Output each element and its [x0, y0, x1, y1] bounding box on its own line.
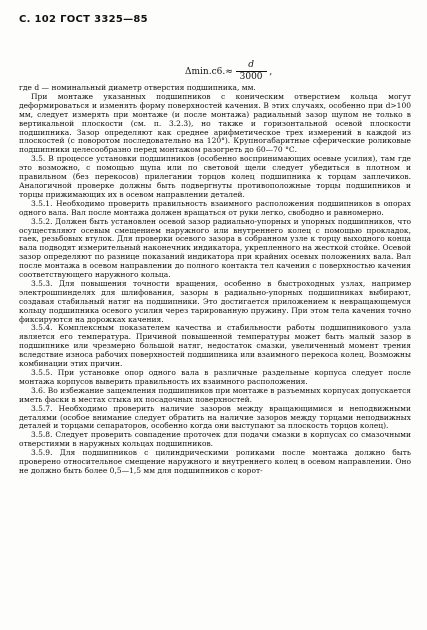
paragraph: 3.5.8. Следует проверить совпадение проточек для подачи смазки в корпусах со смазочными отверстиями в наружных кольцах подшипников. [19, 430, 411, 449]
paragraph: 3.5.2. Должен быть установлен осевой зазор радиально-упорных и упорных подшипников, что осуществляют осевым смещением наружного или внутреннего колец с помощью прокладок, гаек, резьбовых втулок. Для проверки осевого зазора в собранном узле к торцу выходного конца вала подводят измерительный наконечник индикатора, укрепленного на жесткой стойке. Осевой зазор определяют по разнице показаний индикатора при крайних осевых положениях вала. Вал после монтажа в осевом направлении до полного контакта тел качения с поверхностью качения соответствующего наружного кольца. [19, 216, 411, 280]
formula-fraction [236, 60, 267, 83]
paragraph: 3.5.5. При установке опор одного вала в различные раздельные корпуса следует после монтажа корпусов выверить правильность их взаимного расположения. [19, 368, 411, 386]
formula-denominator: 3000 [239, 72, 263, 82]
paragraph: 3.5.7. Необходимо проверить наличие зазоров между вращающимися и неподвижными деталями (особое внимание следует обратить на наличие зазоров между торцами неподвижных деталей и торцами сепараторов, особенно когда они выступают за плоскость торцов колец). [19, 403, 411, 431]
paragraph: 3.5.1. Необходимо проверить правильность взаимного расположения подшипников в опорах одного вала. Вал после монтажа должен вращаться от руки легко, свободно и равномерно. [19, 198, 411, 217]
formula-numerator: d [236, 60, 267, 72]
paragraph: 3.5.3. Для повышения точности вращения, особенно в быстроходных узлах, например электрошпинделях для шлифования, зазоры в радиально-упорных подшипниках выбирают, создавая стабильный натяг на подшипники. Это достигается приложением к невращающемуся кольцу подшипника осевого усилия через тарированную пружину. При этом тела качения точно фиксируются на дорожках качения. [19, 278, 411, 324]
formula-lhs: Δmin.c6.≈ [185, 66, 233, 77]
paragraph: При монтаже указанных подшипников с коническим отверстием кольца могут деформироваться и изменять форму поверхностей качения. В этих случаях, особенно при d>100 мм, следует измерять при монтаже (и после монтажа) радиальный зазор щупом не только в вертикальной плоскости (см. п. 3.2.3), но также и горизонтальной осевой плоскости подшипника. Зазор определяют как среднее арифметическое трех измерений в каждой из плоскостей (с поворотом последовательно на 120°). Крупногабаритные сферические роликовые подшипники целесообразно перед монтажом разогреть до 60—70 °С. [19, 91, 411, 155]
paragraph: 3.5.4. Комплексным показателем качества и стабильности работы подшипникового узла является его температура. Причиной повышенной температуры может быть малый зазор в подшипнике или чрезмерно большой натяг, недостаток смазки, увеличенный момент трения вследствие износа рабочих поверхностей подшипника или взаимного перекоса колец. Возможны комбинации этих причин. [19, 323, 411, 369]
document-body [19, 84, 411, 624]
page-header: С. 102 ГОСТ 3325—85 [19, 14, 148, 25]
paragraph: 3.6. Во избежание защемления подшипников при монтаже в разъемных корпусах допускается иметь фаски в местах стыка их посадочных поверхностей. [19, 385, 411, 404]
paragraph: 3.5.9. Для подшипников с цилиндрическими роликами после монтажа должно быть проверено относительное смещение наружного и внутреннего колец в осевом направлении. Оно не должно быть более 0,5—1,5 мм для подшипников с корот- [19, 448, 411, 475]
paragraph: где d — номинальный диаметр отверстия подшипника, мм. [19, 84, 256, 92]
formula-tail: , [269, 67, 273, 77]
formula [185, 60, 272, 83]
paragraph: 3.5. В процессе установки подшипников (особенно воспринимающих осевые усилия), там где это возможно, с помощью щупа или по световой щели следует убедиться в плотном и правильном (без перекосов) прилегании торцов колец подшипника к торцам заплечиков. Аналогичной проверке должны быть подвергнуты противоположные торцы подшипников и торцы прижимающих их в осевом направлении деталей. [19, 154, 411, 199]
